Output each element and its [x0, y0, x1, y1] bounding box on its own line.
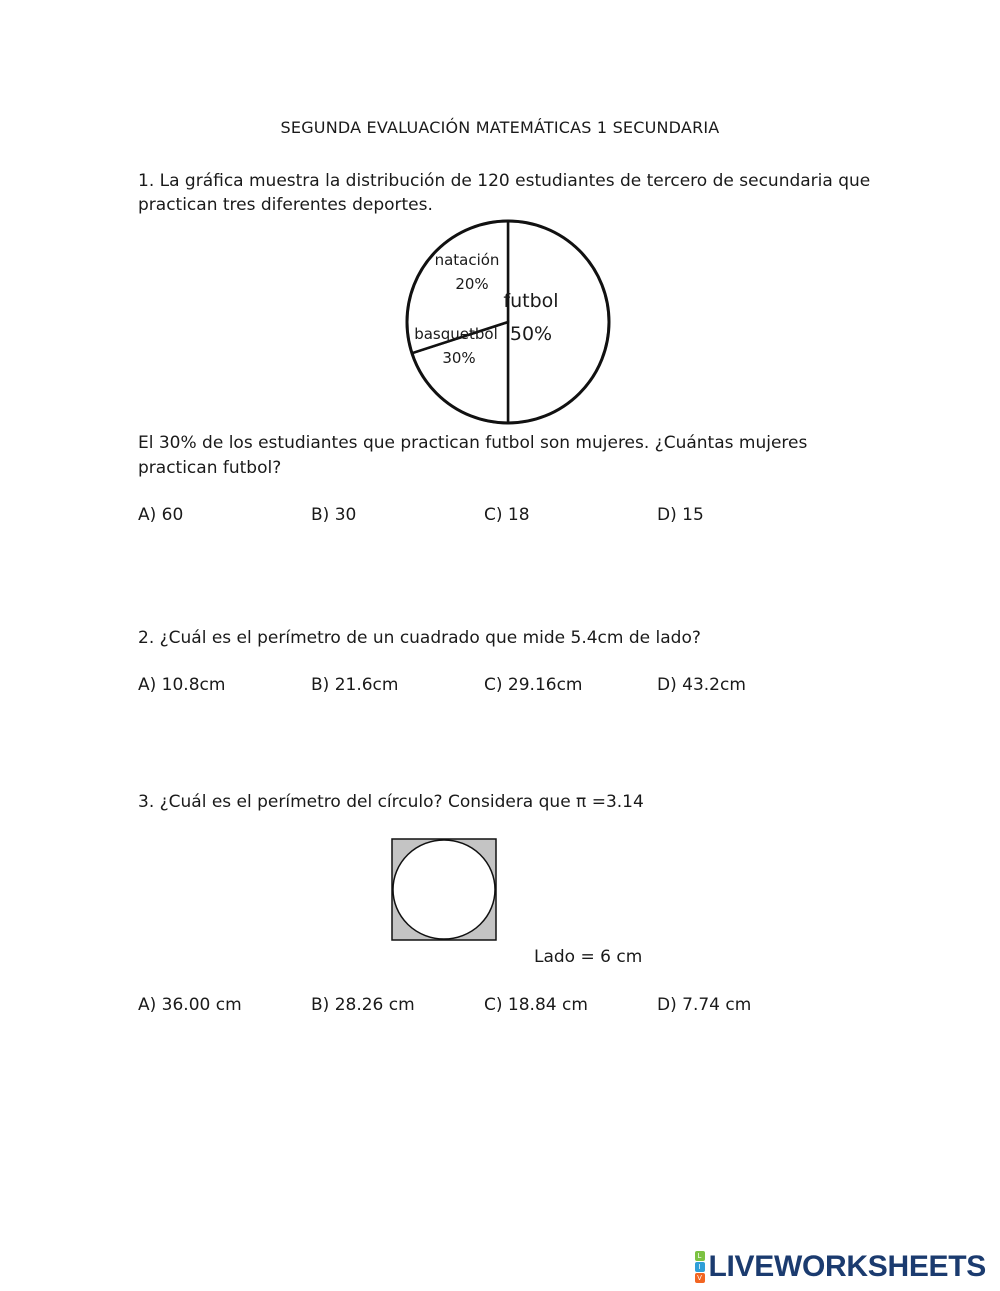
q3-option-c[interactable]: C) 18.84 cm [484, 995, 588, 1015]
sports-pie-chart [400, 218, 615, 428]
q1-option-c[interactable]: C) 18 [484, 505, 530, 525]
question-2-text: 2. ¿Cuál es el perímetro de un cuadrado que mide 5.4cm de lado? [138, 628, 701, 648]
q2-option-c[interactable]: C) 29.16cm [484, 675, 583, 695]
logo-square-l: L [695, 1251, 705, 1261]
q3-option-a[interactable]: A) 36.00 cm [138, 995, 242, 1015]
slice-value-basquetbol: 30% [442, 349, 476, 367]
q3-option-b[interactable]: B) 28.26 cm [311, 995, 415, 1015]
q1-option-d[interactable]: D) 15 [657, 505, 704, 525]
logo-brand-text: LIVEWORKSHEETS [708, 1250, 986, 1283]
page-title: SEGUNDA EVALUACIÓN MATEMÁTICAS 1 SECUNDARIA [280, 118, 720, 137]
logo-squares-icon [695, 1251, 705, 1283]
inscribed-circle [393, 840, 495, 939]
slice-label-futbol: futbol [503, 290, 559, 312]
liveworksheets-logo[interactable] [695, 1250, 987, 1284]
slice-label-basquetbol: basquetbol [414, 325, 498, 343]
slice-value-futbol: 50% [509, 323, 553, 345]
question-1-follow-line-1: El 30% de los estudiantes que practican futbol son mujeres. ¿Cuántas mujeres [138, 433, 808, 453]
square-with-inscribed-circle [391, 838, 498, 942]
logo-square-v: V [695, 1273, 705, 1283]
question-1-follow-line-2: practican futbol? [138, 458, 282, 478]
question-3-text: 3. ¿Cuál es el perímetro del círculo? Considera que π =3.14 [138, 792, 644, 812]
side-length-label: Lado = 6 cm [534, 947, 643, 967]
q1-option-a[interactable]: A) 60 [138, 505, 184, 525]
slice-value-natacion: 20% [455, 275, 489, 293]
q2-option-d[interactable]: D) 43.2cm [657, 675, 746, 695]
q2-option-b[interactable]: B) 21.6cm [311, 675, 399, 695]
pie-slice-futbol [508, 221, 609, 423]
logo-square-i: I [695, 1262, 705, 1272]
question-1-line-2: practican tres diferentes deportes. [138, 195, 433, 215]
q2-option-a[interactable]: A) 10.8cm [138, 675, 226, 695]
q3-option-d[interactable]: D) 7.74 cm [657, 995, 752, 1015]
q1-option-b[interactable]: B) 30 [311, 505, 357, 525]
slice-label-natacion: natación [434, 251, 500, 269]
question-1-line-1: 1. La gráfica muestra la distribución de 120 estudiantes de tercero de secundaria que [138, 171, 871, 191]
